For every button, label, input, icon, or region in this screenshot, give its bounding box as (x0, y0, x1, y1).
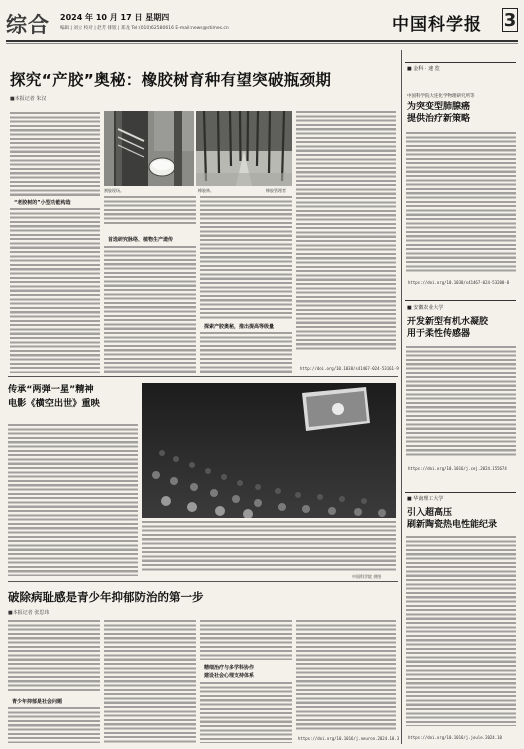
brief3-link[interactable]: https://doi.org/10.1016/j.joule.2024.10 (408, 735, 502, 740)
brief2-title-line2: 用于柔性传感器 (407, 329, 471, 339)
bottom-headline: 破除病耻感是青少年抑郁防治的第一步 (8, 590, 204, 604)
rubber-forest-photo (196, 111, 292, 186)
bottom-text-col2 (104, 620, 196, 743)
newspaper-logo: 中国科学报 (392, 15, 482, 35)
brief2-link[interactable]: https://doi.org/10.1016/j.cej.2024.155674 (408, 466, 507, 471)
brief1-title-line2: 提供治疗新策略 (407, 114, 471, 124)
photo-caption-mid: 橡胶林。 (198, 188, 214, 193)
brief2-title-line1: 开发新型有机水凝胶 (407, 317, 489, 327)
header-rule-thin (6, 43, 518, 44)
bottom-text-col3b (200, 682, 292, 743)
main-subhead-3: 探索产胶奥秘，推出提高等级量 (204, 324, 275, 330)
main-byline: ■本报记者 朱汉 (10, 96, 47, 102)
main-subhead-2: 首选研究脉络、植物生产遗传 (108, 237, 174, 243)
header-rule (6, 40, 518, 42)
main-text-col2a (104, 196, 196, 226)
main-story-link[interactable]: http://doi.org/10.1038/s41467-024-53161-9 (300, 366, 399, 371)
brief1-label: ■ 金科 · 速 览 (407, 66, 440, 72)
bottom-byline: ■本报记者 张思玮 (8, 610, 50, 616)
main-text-col3b (200, 332, 292, 374)
main-headline: 探究“产胶”奥秘：橡胶树育种有望突破瓶颈期 (10, 71, 332, 89)
brief1-rule (405, 62, 516, 63)
film-headline-line1: 传承“两弹一星”精神 (8, 384, 94, 395)
main-text-col2b (104, 246, 196, 374)
film-photo-caption-text (142, 521, 396, 571)
brief3-title-line1: 引入超高压 (407, 508, 453, 518)
film-photo-credit: 中国科学院 供图 (352, 574, 382, 579)
rubber-tapping-photo (104, 111, 194, 186)
main-text-col3a (200, 196, 292, 320)
bottom-subhead-2: 精细治疗与多学科协作 (204, 665, 255, 671)
brief1-title-line1: 为突变型肺腺癌 (407, 102, 471, 112)
bottom-text-col1b (8, 707, 100, 743)
bottom-subhead-3: 建设社会心理支持体系 (204, 673, 255, 679)
issue-date: 2024 年 10 月 17 日 星期四 (60, 13, 170, 22)
brief1-title (407, 101, 470, 125)
brief3-rule (405, 492, 516, 493)
bottom-text-col1a (8, 620, 100, 692)
brief3-title-line2: 刷新陶瓷热电性能纪录 (407, 520, 498, 530)
photo-caption-right: 橡胶管理者 (266, 188, 286, 193)
main-text-col1b (10, 208, 100, 373)
film-headline-line2: 电影《横空出世》重映 (8, 398, 100, 409)
right-column-divider (401, 50, 402, 744)
staff-line: 编辑 | 刘立 校对 | 赵芳 排版 | 郑龙 Tel:(010)62580616 E-mail:news@stimes.cn (60, 26, 229, 31)
brief2-title (407, 316, 488, 340)
brief1-kicker: 中国科学院大连化学物理研究所等 (407, 94, 475, 99)
film-story-rule (8, 581, 398, 582)
page-number: 3 (503, 10, 517, 31)
brief1-text (406, 132, 516, 274)
brief2-rule (405, 300, 516, 301)
bottom-text-col4 (296, 620, 396, 732)
main-story-rule (8, 376, 398, 377)
section-title: 综合 (6, 13, 50, 37)
main-subhead-1: “老胶树的”小型功能构造 (14, 200, 71, 206)
main-text-col1a (10, 112, 100, 196)
photo-caption-left: 割胶现场。 (104, 188, 124, 193)
bottom-subhead-1: 青少年抑郁是社会问题 (12, 699, 63, 705)
cinema-audience-photo (142, 383, 396, 518)
film-headline (8, 383, 100, 411)
film-text-col1 (8, 424, 138, 576)
bottom-story-link[interactable]: https://doi.org/10.1016/j.neuron.2024.10.3 (298, 736, 400, 741)
brief3-text (406, 536, 516, 726)
brief2-label: ■ 安徽农业大学 (407, 305, 444, 311)
brief3-label: ■ 华南理工大学 (407, 496, 444, 502)
main-text-col4 (296, 111, 396, 351)
bottom-text-col3a (200, 620, 292, 660)
brief1-link[interactable]: https://doi.org/10.1038/s41467-024-53208-8 (408, 280, 510, 285)
brief3-title (407, 507, 497, 531)
brief2-text (406, 346, 516, 458)
